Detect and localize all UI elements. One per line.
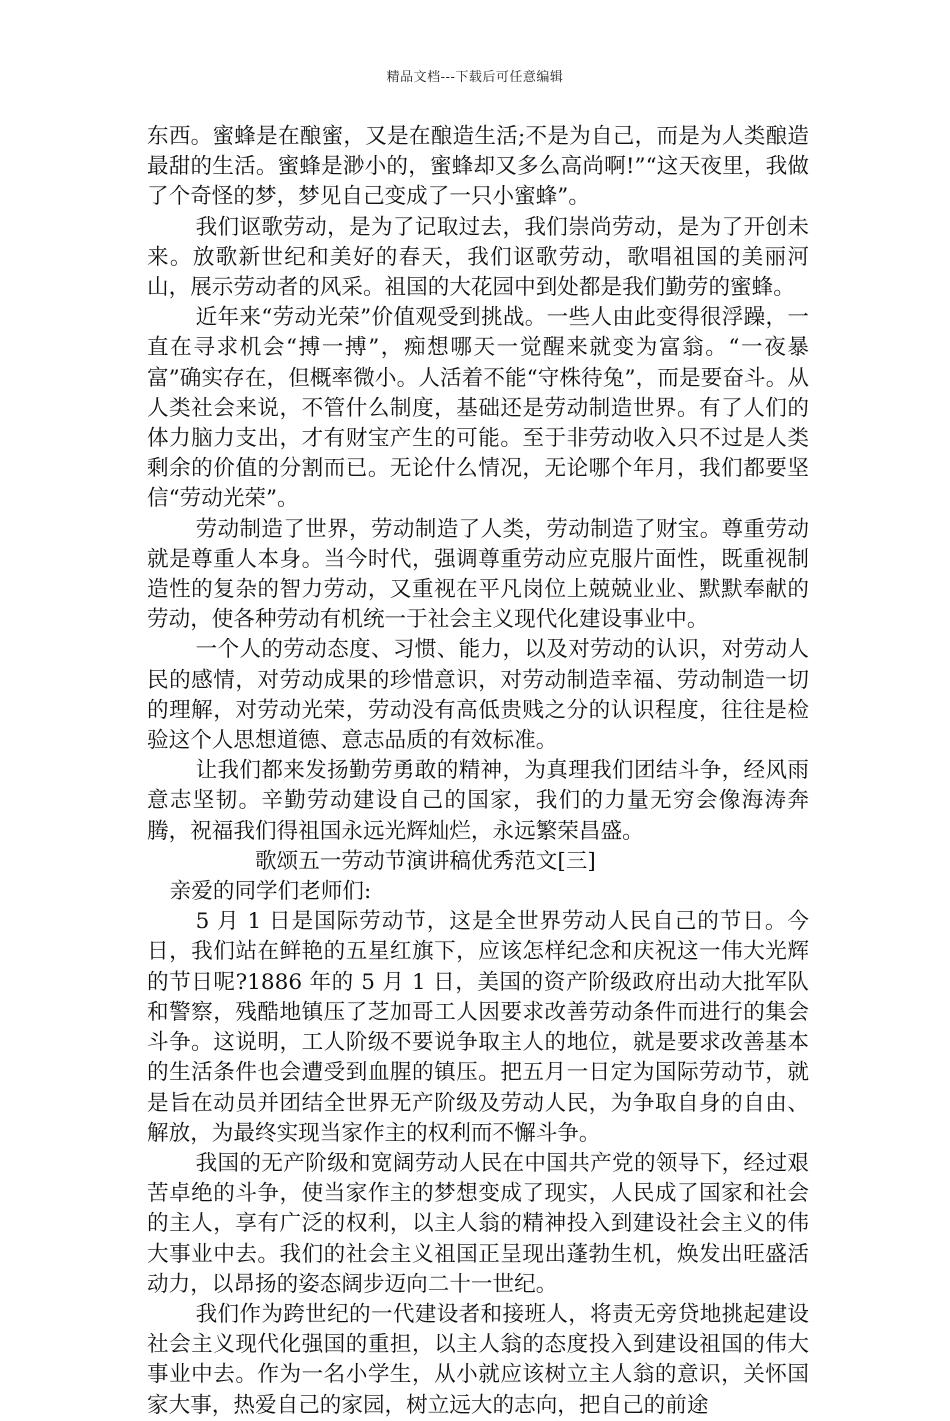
document-body [147, 122, 809, 1421]
paragraph: 让我们都来发扬勤劳勇敢的精神，为真理我们团结斗争，经风雨意志坚韧。辛勤劳动建设自己的国家，我们的力量无穷会像海涛奔腾，祝福我们得祖国永远光辉灿烂，永远繁荣昌盛。 [147, 758, 809, 844]
section-title: 歌颂五一劳动节演讲稿优秀范文[三] [255, 848, 596, 874]
paragraph: 5 月 1 日是国际劳动节，这是全世界劳动人民自己的节日。今日，我们站在鲜艳的五星红旗下，应该怎样纪念和庆祝这一伟大光辉的节日呢?1886 年的 5 月 1 日，美国的资产阶级政府出动大批军队和警察，残酷地镇压了芝加哥工人因要求改善劳动条件而进行的集会斗争。这说明，工人阶级不要说争取主人的地位，就是要求改善基本的生活条件也会遭受到血腥的镇压。把五月一日定为国际劳动节，就是旨在动员并团结全世界无产阶级及劳动人民，为争取自身的自由、解放，为最终实现当家作主的权利而不懈斗争。 [147, 909, 809, 1146]
paragraph: 近年来“劳动光荣”价值观受到挑战。一些人由此变得很浮躁，一直在寻求机会“搏一搏”，痴想哪天一觉醒来就变为富翁。“一夜暴富”确实存在，但概率微小。人活着不能“守株待兔”，而是要奋斗。从人类社会来说，不管什么制度，基础还是劳动制造世界。有了人们的体力脑力支出，才有财宝产生的可能。至于非劳动收入只不过是人类剩余的价值的分割而已。无论什么情况，无论哪个年月，我们都要坚信“劳动光荣”。 [147, 305, 809, 512]
paragraph: 劳动制造了世界，劳动制造了人类，劳动制造了财宝。尊重劳动就是尊重人本身。当今时代，强调尊重劳动应克服片面性，既重视制造性的复杂的智力劳动，又重视在平凡岗位上兢兢业业、默默奉献的劳动，使各种劳动有机统一于社会主义现代化建设事业中。 [147, 516, 809, 633]
paragraph: 我们讴歌劳动，是为了记取过去，我们崇尚劳动，是为了开创未来。放歌新世纪和美好的春天，我们讴歌劳动，歌唱祖国的美丽河山，展示劳动者的风采。祖国的大花园中到处都是我们勤劳的蜜蜂。 [147, 214, 809, 301]
paragraph: 一个人的劳动态度、习惯、能力，以及对劳动的认识，对劳动人民的感情，对劳动成果的珍惜意识，对劳动制造幸福、劳动制造一切的理解，对劳动光荣，劳动没有高低贵贱之分的认识程度，往往是检验这个人思想道德、意志品质的有效标准。 [147, 637, 809, 754]
paragraph-continuation: 东西。蜜蜂是在酿蜜，又是在酿造生活;不是为自己，而是为人类酿造最甜的生活。蜜蜂是渺小的，蜜蜂却又多么高尚啊!”“这天夜里，我做了个奇怪的梦，梦见自己变成了一只小蜜蜂”。 [147, 124, 809, 210]
salutation: 亲爱的同学们老师们: [169, 879, 372, 905]
paragraph: 我国的无产阶级和宽阔劳动人民在中国共产党的领导下，经过艰苦卓绝的斗争，使当家作主的梦想变成了现实，人民成了国家和社会的主人，享有广泛的权利，以主人翁的精神投入到建设社会主义的伟大事业中去。我们的社会主义祖国正呈现出蓬勃生机，焕发出旺盛活动力，以昂扬的姿态阔步迈向二十一世纪。 [147, 1150, 809, 1297]
page-header: 精品文档---下载后可任意编辑 [386, 70, 564, 85]
paragraph: 我们作为跨世纪的一代建设者和接班人，将责无旁贷地挑起建设社会主义现代化强国的重担，以主人翁的态度投入到建设祖国的伟大事业中去。作为一名小学生，从小就应该树立主人翁的意识，关怀国家大事，热爱自己的家园，树立远大的志向，把自己的前途 [147, 1301, 809, 1418]
